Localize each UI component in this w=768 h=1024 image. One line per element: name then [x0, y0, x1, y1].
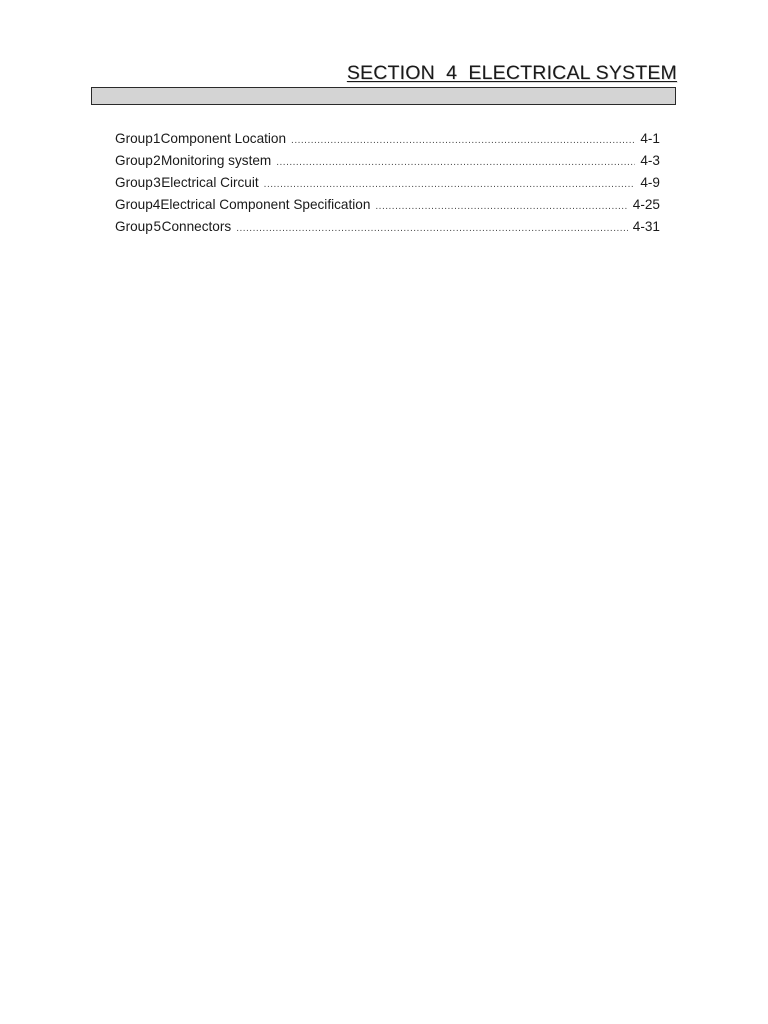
toc-row-group-1[interactable] [115, 128, 660, 150]
toc-group-number: 1 [152, 131, 161, 146]
toc-group-number: 3 [153, 175, 161, 190]
section-title: SECTION 4 ELECTRICAL SYSTEM [346, 62, 677, 84]
toc-row-group-5[interactable] [115, 216, 660, 238]
toc-row-group-4[interactable] [115, 194, 660, 216]
toc-page-number[interactable]: 4-1 [640, 131, 660, 146]
toc-row-group-3[interactable] [115, 172, 660, 194]
toc-group-label: Group [115, 219, 153, 234]
toc-entry-title[interactable]: Monitoring system [160, 153, 272, 168]
table-of-contents [115, 128, 660, 238]
toc-page-number[interactable]: 4-31 [632, 219, 660, 234]
toc-page-number[interactable]: 4-9 [640, 175, 660, 190]
toc-entry-title[interactable]: Electrical Circuit [161, 175, 259, 190]
toc-page-number[interactable]: 4-25 [632, 197, 660, 212]
toc-dot-leader [264, 174, 636, 196]
toc-entry-title[interactable]: Component Location [160, 131, 287, 146]
toc-group-number: 4 [152, 197, 161, 212]
toc-group-label: Group [115, 153, 153, 168]
toc-entry-title[interactable]: Electrical Component Specification [160, 197, 371, 212]
toc-row-group-2[interactable] [115, 150, 660, 172]
toc-page-number[interactable]: 4-3 [640, 153, 660, 168]
toc-dot-leader [236, 218, 628, 240]
toc-dot-leader [291, 130, 635, 152]
toc-dot-leader [276, 152, 635, 174]
toc-group-label: Group [115, 197, 153, 212]
toc-group-number: 2 [153, 153, 161, 168]
toc-group-number: 5 [153, 219, 161, 234]
toc-dot-leader [375, 196, 627, 218]
toc-group-label: Group [115, 175, 153, 190]
toc-group-label: Group [115, 131, 153, 146]
toc-entry-title[interactable]: Connectors [161, 219, 232, 234]
section-title-bar [91, 87, 676, 105]
